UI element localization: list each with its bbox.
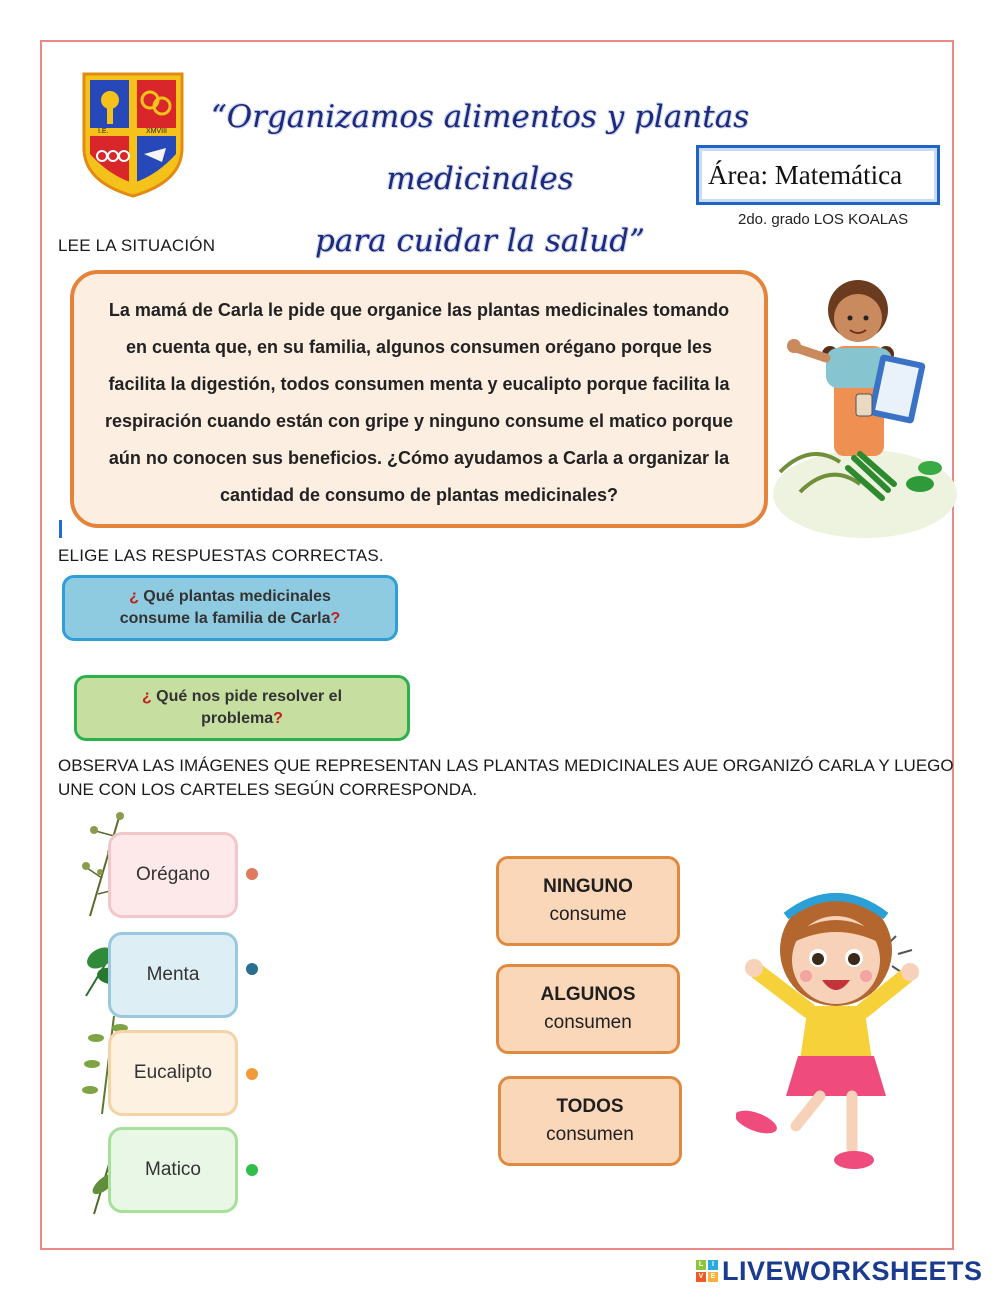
happy-girl-illustration xyxy=(736,876,932,1182)
label-card-bottom: consumen xyxy=(546,1124,634,1145)
situation-text: La mamá de Carla le pide que organice las plantas medicinales tomando en cuenta que, en su familia, algunos consumen orégano porque les facilita la digestión, todos consumen menta y eucalipto porque facilita la respiración cuando están con gripe y ninguno consume el matico porque aún no conocen sus beneficios. ¿Cómo ayudamos a Carla a organizar la cantidad de consumo de plantas medicinales? xyxy=(104,300,734,505)
label-card-top: ALGUNOS xyxy=(540,984,636,1005)
label-card-bottom: consumen xyxy=(544,1012,632,1033)
match-dot-matico[interactable] xyxy=(246,1164,258,1176)
title-line-2: para cuidar la salud” xyxy=(315,223,645,259)
question-close-mark: ? xyxy=(330,610,341,627)
plant-card-menta: Menta xyxy=(108,932,238,1018)
crest-text-left: I.E. xyxy=(98,128,109,135)
liveworksheets-blocks-icon: L I V E xyxy=(696,1260,718,1282)
question-open-mark: ¿ xyxy=(141,688,152,705)
school-crest-logo xyxy=(80,70,186,198)
liveworksheets-brand: LIVEWORKSHEETS xyxy=(722,1255,983,1286)
label-card-ninguno[interactable] xyxy=(496,856,680,946)
question-line-1: Qué nos pide resolver el xyxy=(151,688,343,705)
choose-answers-heading: ELIGE LAS RESPUESTAS CORRECTAS. xyxy=(58,546,384,565)
title-line-1: “Organizamos alimentos y plantas medicinales xyxy=(210,99,750,197)
label-card-top: TODOS xyxy=(556,1096,624,1117)
label-card-top: NINGUNO xyxy=(543,876,633,897)
match-dot-menta[interactable] xyxy=(246,963,258,975)
question-line-1: Qué plantas medicinales xyxy=(138,588,331,605)
text-cursor xyxy=(59,520,62,538)
label-card-todos[interactable] xyxy=(498,1076,682,1166)
question-line-2: consume la familia de Carla xyxy=(119,610,331,627)
worksheet-title xyxy=(190,86,770,272)
question-plants-consumed[interactable] xyxy=(62,575,398,641)
label-card-bottom: consume xyxy=(549,904,627,925)
label-card-algunos[interactable] xyxy=(496,964,680,1054)
crest-text-right: XMVIII xyxy=(146,128,168,135)
question-line-2: problema xyxy=(201,710,274,727)
matching-instructions: OBSERVA LAS IMÁGENES QUE REPRESENTAN LAS PLANTAS MEDICINALES AUE ORGANIZÓ CARLA Y LUEGO UNE CON LOS CARTELES SEGÚN CORRESPONDA. xyxy=(58,756,954,799)
match-dot-eucalipto[interactable] xyxy=(246,1068,258,1080)
question-what-to-solve[interactable] xyxy=(74,675,410,741)
question-open-mark: ¿ xyxy=(129,588,139,605)
question-close-mark: ? xyxy=(273,710,283,727)
situation-text-box xyxy=(70,270,768,528)
grade-label: 2do. grado LOS KOALAS xyxy=(738,211,909,228)
read-situation-heading: LEE LA SITUACIÓN xyxy=(58,236,216,255)
liveworksheets-logo[interactable] xyxy=(696,1256,983,1286)
girl-with-notebook-illustration xyxy=(770,262,960,542)
area-label: Área: Matemática xyxy=(708,160,903,190)
plant-card-oregano: Orégano xyxy=(108,832,238,918)
match-dot-oregano[interactable] xyxy=(246,868,258,880)
plant-card-matico: Matico xyxy=(108,1127,238,1213)
plant-card-eucalipto: Eucalipto xyxy=(108,1030,238,1116)
